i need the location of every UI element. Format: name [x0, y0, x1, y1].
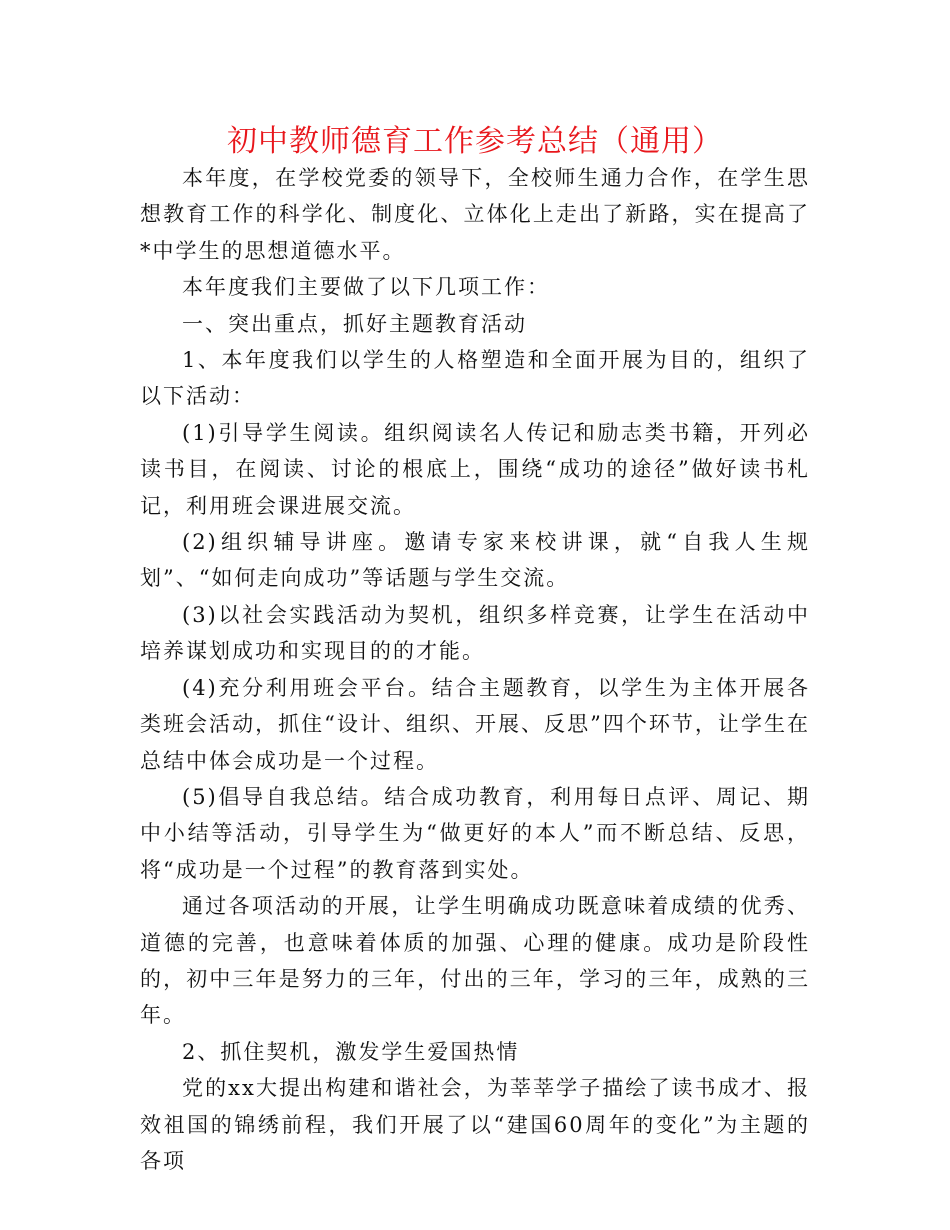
paragraph: 党的xx大提出构建和谐社会，为莘莘学子描绘了读书成才、报效祖国的锦绣前程，我们开展了以“建国60周年的变化”为主题的各项: [140, 1076, 810, 1173]
document-title: 初中教师德育工作参考总结（通用）: [227, 124, 723, 159]
paragraph: (5)倡导自我总结。结合成功教育，利用每日点评、周记、期中小结等活动，引导学生为“做更好的本人”而不断总结、反思，将“成功是一个过程”的教育落到实处。: [140, 784, 810, 882]
subsection-heading: 2、抓住契机，激发学生爱国热情: [182, 1039, 520, 1064]
paragraph: 1、本年度我们以学生的人格塑造和全面开展为目的，组织了以下活动：: [140, 348, 810, 409]
section-heading: 一、突出重点，抓好主题教育活动: [182, 311, 527, 336]
paragraph: (3)以社会实践活动为契机，组织多样竞赛，让学生在活动中培养谋划成功和实现目的的才能。: [140, 602, 810, 664]
paragraph: (2)组织辅导讲座。邀请专家来校讲课，就“自我人生规划”、“如何走向成功”等话题与学生交流。: [140, 530, 810, 591]
paragraph: 本年度，在学校党委的领导下，全校师生通力合作，在学生思想教育工作的科学化、制度化、立体化上走出了新路，实在提高了*中学生的思想道德水平。: [140, 166, 810, 263]
paragraph: (1)引导学生阅读。组织阅读名人传记和励志类书籍，开列必读书目，在阅读、讨论的根底上，围绕“成功的途径”做好读书札记，利用班会课进展交流。: [140, 420, 810, 518]
paragraph: 本年度我们主要做了以下几项工作：: [182, 275, 550, 300]
paragraph: (4)充分利用班会平台。结合主题教育，以学生为主体开展各类班会活动，抓住“设计、组织、开展、反思”四个环节，让学生在总结中体会成功是一个过程。: [140, 675, 810, 773]
document-body: [140, 160, 810, 1179]
paragraph: 通过各项活动的开展，让学生明确成功既意味着成绩的优秀、道德的完善，也意味着体质的加强、心理的健康。成功是阶段性的，初中三年是努力的三年，付出的三年，学习的三年，成熟的三年。: [140, 894, 810, 1028]
